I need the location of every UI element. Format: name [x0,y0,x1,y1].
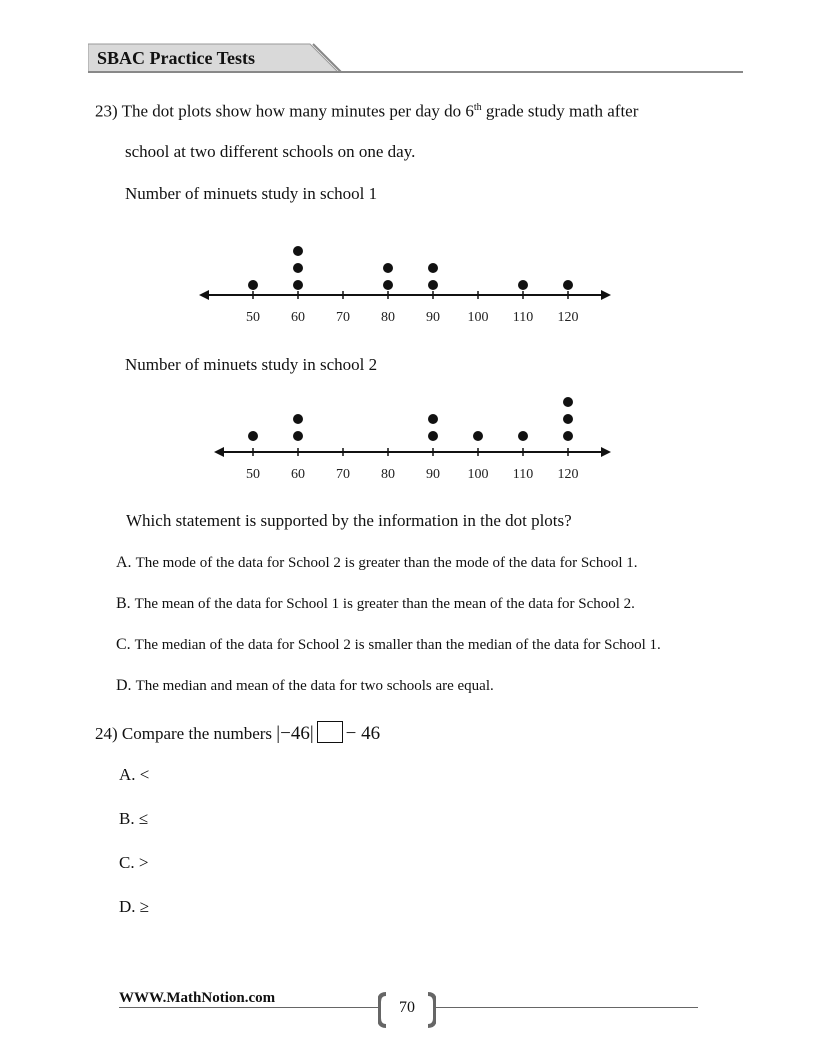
tick-label: 110 [512,310,534,325]
q24-prompt-line [95,721,380,744]
data-dot [293,263,303,273]
q24-option-c[interactable]: C. > [119,853,149,872]
tick-label: 50 [246,467,260,482]
data-dot [293,280,303,290]
option-d-letter: D. [116,677,132,694]
data-dot [293,431,303,441]
tick-label: 60 [291,310,305,325]
data-dot [563,280,573,290]
data-dot [383,280,393,290]
tick-label: 80 [381,467,395,482]
data-dot [563,431,573,441]
header-title: SBAC Practice Tests [97,48,255,68]
option-b-letter: B. [116,595,131,612]
q24-option-a[interactable]: A. < [119,765,150,784]
dot-plot-school-1 [195,240,625,335]
data-dot [428,414,438,424]
data-dot [383,263,393,273]
data-dot [563,414,573,424]
tick-label: 100 [467,467,489,482]
tick-label: 120 [557,310,579,325]
plot1-label: Number of minuets study in school 1 [125,184,378,203]
axis-arrow-left [214,447,224,457]
data-dot [518,280,528,290]
data-dot [248,431,258,441]
option-c-letter: C. [116,636,131,653]
q23-line1-text: The dot plots show how many minutes per day do 6 [121,101,474,121]
option-d-text: The median and mean of the data for two schools are equal. [135,678,494,694]
axis-arrow-right [601,447,611,457]
data-dot [428,431,438,441]
tick-label: 90 [426,310,440,325]
option-b-text: The mean of the data for School 1 is greater than the mean of the data for School 2. [134,596,635,612]
q23-option-b[interactable] [116,595,635,613]
data-dot [293,414,303,424]
q23-line1 [95,98,638,122]
q23-line2: school at two different schools on one day. [125,142,416,161]
q24-left-value: |−46| [276,723,314,744]
q23-number: 23) [95,101,118,121]
q23-option-c[interactable] [116,636,661,654]
q24-option-b[interactable]: B. ≤ [119,809,149,828]
tick-label: 80 [381,310,395,325]
tick-label: 110 [512,467,534,482]
tick-label: 50 [246,310,260,325]
data-dot [518,431,528,441]
tick-label: 100 [467,310,489,325]
axis-arrow-right [601,290,611,300]
footer-rule-left [119,1007,381,1008]
tick-label: 70 [336,467,350,482]
tick-label: 120 [557,467,579,482]
data-dot [563,397,573,407]
q24-right-value: − 46 [345,723,381,744]
dot-plot-school-2 [195,390,625,485]
q23-line1-text-end: grade study math after [481,101,639,121]
data-dot [428,280,438,290]
q23-question: Which statement is supported by the information in the dot plots? [126,511,572,530]
option-c-text: The median of the data for School 2 is smaller than the median of the data for School 1. [134,637,661,653]
tick-label: 70 [336,310,350,325]
option-a-text: The mode of the data for School 2 is greater than the mode of the data for School 1. [135,555,638,571]
q24-option-d[interactable]: D. ≥ [119,897,150,916]
q24-prompt: 24) Compare the numbers [95,724,273,743]
plot2-label: Number of minuets study in school 2 [125,355,378,374]
data-dot [248,280,258,290]
data-dot [428,263,438,273]
data-dot [293,246,303,256]
q23-option-a[interactable] [116,554,638,572]
tick-label: 90 [426,467,440,482]
footer-rule-right [434,1007,698,1008]
footer-site: WWW.MathNotion.com [119,990,276,1006]
axis-arrow-left [199,290,209,300]
compare-answer-box[interactable] [317,721,343,743]
page-number: 70 [399,999,415,1016]
data-dot [473,431,483,441]
tick-label: 60 [291,467,305,482]
q23-line1-sup: th [473,102,482,113]
option-a-letter: A. [116,554,132,571]
q23-option-d[interactable] [116,677,494,695]
